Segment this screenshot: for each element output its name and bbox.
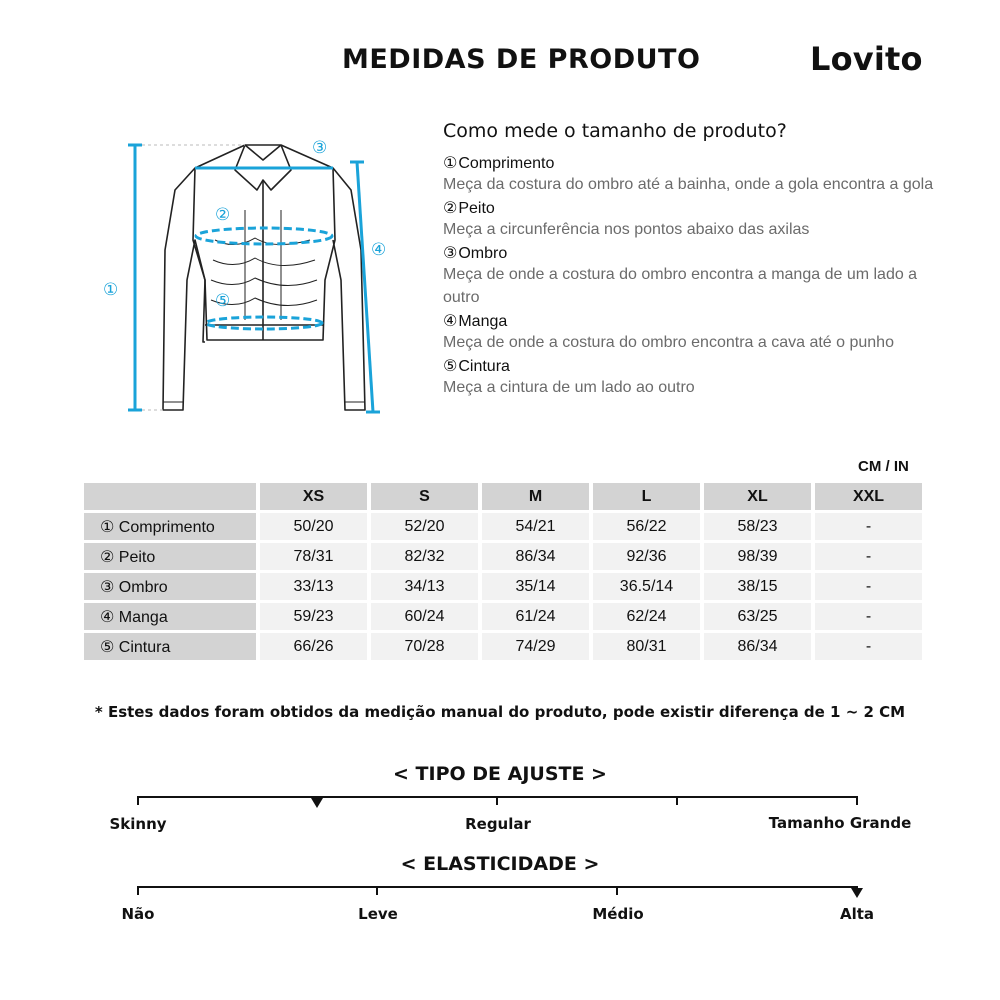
table-cell: 86/34 <box>704 633 811 660</box>
fit-scale-title: < TIPO DE AJUSTE > <box>393 763 607 785</box>
marker-1-label: ① <box>103 280 119 300</box>
table-corner-cell <box>84 483 256 510</box>
fit-scale-tick <box>496 796 498 805</box>
fit-label-skinny: Skinny <box>109 815 167 833</box>
table-cell: 63/25 <box>704 603 811 630</box>
table-cell: 92/36 <box>593 543 700 570</box>
table-cell: 56/22 <box>593 513 700 540</box>
elasticity-scale-tick <box>376 886 378 895</box>
unit-label: CM / IN <box>858 458 909 475</box>
guide-item <box>443 357 943 399</box>
elasticity-label-medium: Médio <box>592 905 644 923</box>
table-cell: 80/31 <box>593 633 700 660</box>
elasticity-label-light: Leve <box>358 905 398 923</box>
elasticity-scale-tick <box>616 886 618 895</box>
table-cell: 33/13 <box>260 573 367 600</box>
table-row <box>84 633 922 660</box>
fit-selected-marker-icon <box>311 798 323 808</box>
fit-scale-tick <box>676 796 678 805</box>
table-cell: 38/15 <box>704 573 811 600</box>
guide-item-number: ③ <box>443 245 458 262</box>
guide-item <box>443 244 943 309</box>
elasticity-scale-tick <box>137 886 139 895</box>
guide-item-description: Meça de onde a costura do ombro encontra a cava até o punho <box>443 334 894 351</box>
jacket-illustration <box>95 130 415 430</box>
row-label: ④ Manga <box>84 603 256 630</box>
table-cell: 50/20 <box>260 513 367 540</box>
table-cell: 60/24 <box>371 603 478 630</box>
guide-heading: Como mede o tamanho de produto? <box>443 120 787 142</box>
table-cell: - <box>815 543 922 570</box>
measurement-guide <box>443 120 943 402</box>
guide-item <box>443 154 943 196</box>
row-label: ③ Ombro <box>84 573 256 600</box>
elasticity-scale-title: < ELASTICIDADE > <box>400 853 600 875</box>
guide-item-name: Peito <box>458 200 495 217</box>
guide-item-number: ④ <box>443 313 458 330</box>
guide-item-description: Meça de onde a costura do ombro encontra a manga de um lado a outro <box>443 266 918 306</box>
marker-3-label: ③ <box>312 138 328 158</box>
column-header: XXL <box>815 483 922 510</box>
table-cell: 62/24 <box>593 603 700 630</box>
table-cell: 98/39 <box>704 543 811 570</box>
guide-item <box>443 312 943 354</box>
brand-logo: Lovito <box>810 40 923 78</box>
page-title: MEDIDAS DE PRODUTO <box>342 44 701 75</box>
guide-item-description: Meça a cintura de um lado ao outro <box>443 379 695 396</box>
table-cell: 54/21 <box>482 513 589 540</box>
table-row <box>84 603 922 630</box>
size-table <box>80 480 926 663</box>
fit-scale-tick <box>856 796 858 805</box>
table-cell: 34/13 <box>371 573 478 600</box>
table-cell: 78/31 <box>260 543 367 570</box>
garment-diagram <box>95 130 415 430</box>
fit-label-regular: Regular <box>465 815 531 833</box>
guide-item-name: Comprimento <box>458 155 555 172</box>
table-row <box>84 573 922 600</box>
row-label: ② Peito <box>84 543 256 570</box>
table-cell: - <box>815 633 922 660</box>
guide-item-description: Meça da costura do ombro até a bainha, onde a gola encontra a gola <box>443 176 934 193</box>
fit-label-large: Tamanho Grande <box>768 814 912 832</box>
table-cell: 58/23 <box>704 513 811 540</box>
column-header: L <box>593 483 700 510</box>
guide-item <box>443 199 943 241</box>
table-cell: 61/24 <box>482 603 589 630</box>
table-cell: - <box>815 513 922 540</box>
measurement-note: * Estes dados foram obtidos da medição manual do produto, pode existir diferença de 1 ~ 2 CM <box>94 703 906 721</box>
guide-item-name: Manga <box>458 313 508 330</box>
column-header: XS <box>260 483 367 510</box>
table-row <box>84 513 922 540</box>
guide-item-number: ⑤ <box>443 358 458 375</box>
table-cell: - <box>815 573 922 600</box>
guide-item-number: ① <box>443 155 458 172</box>
table-cell: 35/14 <box>482 573 589 600</box>
guide-item-name: Cintura <box>458 358 510 375</box>
guide-item-description: Meça a circunferência nos pontos abaixo das axilas <box>443 221 810 238</box>
column-header: XL <box>704 483 811 510</box>
row-label: ① Comprimento <box>84 513 256 540</box>
elasticity-label-none: Não <box>121 905 155 923</box>
table-cell: 82/32 <box>371 543 478 570</box>
table-header-row <box>84 483 922 510</box>
table-cell: 66/26 <box>260 633 367 660</box>
elasticity-scale-line <box>137 886 858 888</box>
elasticity-selected-marker-icon <box>851 888 863 898</box>
table-cell: - <box>815 603 922 630</box>
table-cell: 74/29 <box>482 633 589 660</box>
fit-scale-tick <box>137 796 139 805</box>
table-cell: 59/23 <box>260 603 367 630</box>
guide-item-name: Ombro <box>458 245 508 262</box>
table-cell: 70/28 <box>371 633 478 660</box>
table-row <box>84 543 922 570</box>
marker-2-label: ② <box>215 205 231 225</box>
column-header: M <box>482 483 589 510</box>
table-cell: 52/20 <box>371 513 478 540</box>
row-label: ⑤ Cintura <box>84 633 256 660</box>
marker-4-label: ④ <box>371 240 387 260</box>
guide-item-number: ② <box>443 200 458 217</box>
table-cell: 86/34 <box>482 543 589 570</box>
elasticity-label-high: Alta <box>839 905 875 923</box>
marker-5-label: ⑤ <box>215 291 231 311</box>
table-cell: 36.5/14 <box>593 573 700 600</box>
column-header: S <box>371 483 478 510</box>
